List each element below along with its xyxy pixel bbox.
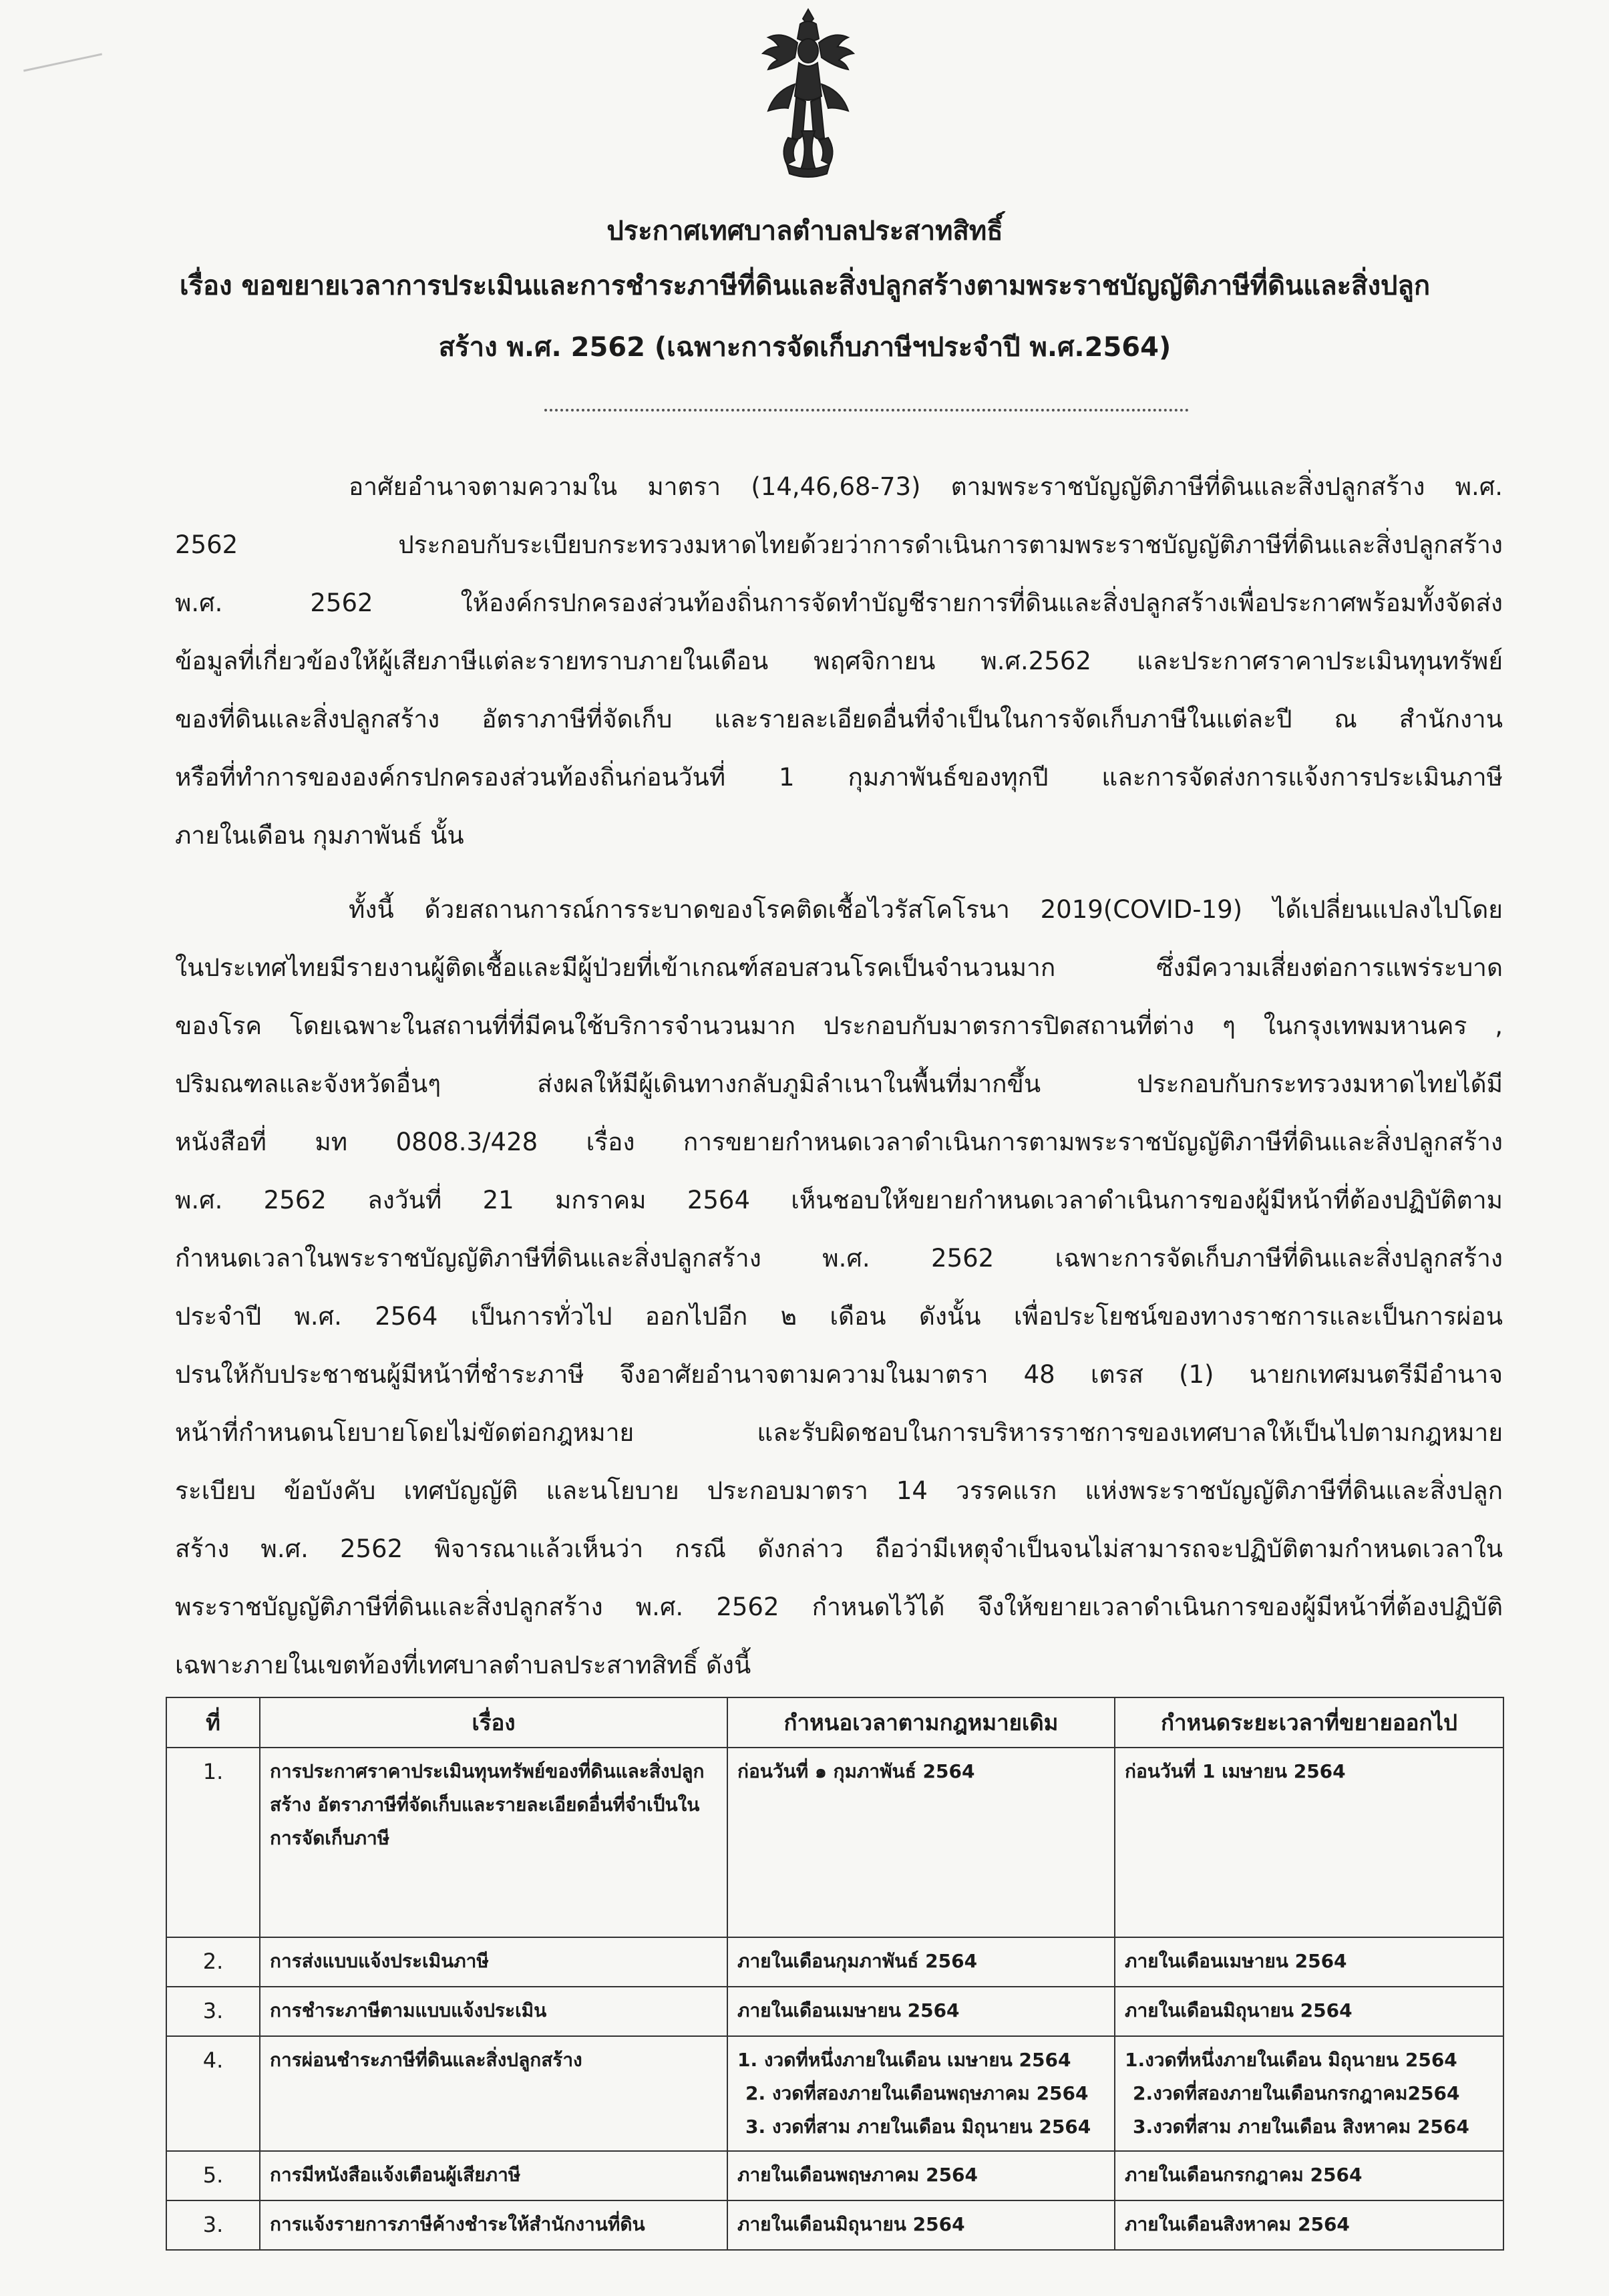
- table-row: [166, 2036, 1503, 2151]
- deadline-text: ภายในเดือนมิถุนายน 2564: [737, 2213, 965, 2235]
- table-row: [166, 1937, 1503, 1987]
- subject-line: เรื่อง ขอขยายเวลาการประเมินและการชำระภาษีที่ดินและสิ่งปลูกสร้างตามพระราชบัญญัติภาษีที่ดินและสิ่งปลูก: [179, 271, 1431, 301]
- paragraph-line: ระเบียบ ข้อบังคับ เทศบัญญัติ และนโยบาย ประกอบมาตรา 14 วรรคแรก แห่งพระราชบัญญัติภาษีที่ดินและสิ่งปลูก: [175, 1476, 1503, 1505]
- deadline-text: ก่อนวันที่ ๑ กุมภาพันธ์ 2564: [737, 1760, 975, 1782]
- garuda-emblem-icon: [755, 4, 862, 184]
- paragraph-line: กำหนดเวลาในพระราชบัญญัติภาษีที่ดินและสิ่งปลูกสร้าง พ.ศ. 2562 เฉพาะการจัดเก็บภาษีที่ดินและสิ่งปลูกสร้าง: [175, 1244, 1503, 1273]
- row-original-deadline: [727, 2200, 1115, 2250]
- paragraph-line: หน้าที่กำหนดนโยบายโดยไม่ขัดต่อกฎหมาย และรับผิดชอบในการบริหารราชการของเทศบาลให้เป็นไปตามกฎหมาย: [175, 1418, 1503, 1447]
- installment-1: 1. งวดที่หนึ่งภายในเดือน เมษายน 2564: [737, 2049, 1071, 2071]
- row-extended-deadline: [1115, 1987, 1503, 2036]
- header-extended-deadline: กำหนดระยะเวลาที่ขยายออกไป: [1115, 1697, 1503, 1748]
- row-extended-deadline: [1115, 2200, 1503, 2250]
- row-original-deadline: [727, 1937, 1115, 1987]
- row-extended-deadline: [1115, 1937, 1503, 1987]
- row-number: 3.: [166, 1987, 260, 2036]
- paragraph-line: เฉพาะภายในเขตท้องที่เทศบาลตำบลประสาทสิทธิ์ ดังนี้: [175, 1651, 751, 1679]
- table-row: [166, 1748, 1503, 1937]
- deadline-text: ภายในเดือนสิงหาคม 2564: [1125, 2213, 1350, 2235]
- deadline-text: ภายในเดือนเมษายน 2564: [737, 1999, 960, 2021]
- row-original-deadline: [727, 1748, 1115, 1937]
- dotted-divider: [544, 409, 1189, 412]
- row-number: 1.: [166, 1748, 260, 1937]
- row-subject: การประกาศราคาประเมินทุนทรัพย์ของที่ดินและสิ่งปลูกสร้าง อัตราภาษีที่จัดเก็บและรายละเอียดอื่นที่จำเป็นในการจัดเก็บภาษี: [260, 1748, 727, 1937]
- deadline-text: ภายในเดือนเมษายน 2564: [1125, 1950, 1347, 1972]
- subject-line-continued: สร้าง พ.ศ. 2562 (เฉพาะการจัดเก็บภาษีฯประจำปี พ.ศ.2564): [438, 332, 1172, 363]
- paragraph-line: อาศัยอำนาจตามความใน มาตรา (14,46,68-73) ตามพระราชบัญญัติภาษีที่ดินและสิ่งปลูกสร้าง พ.ศ.: [349, 472, 1503, 501]
- paragraph-line: หนังสือที่ มท 0808.3/428 เรื่อง การขยายกำหนดเวลาดำเนินการตามพระราชบัญญัติภาษีที่ดินและสิ่งปลูกสร้าง: [175, 1128, 1503, 1156]
- deadline-text: ก่อนวันที่ 1 เมษายน 2564: [1125, 1760, 1346, 1782]
- row-extended-deadline: [1115, 2036, 1503, 2151]
- extension-schedule-table: [166, 1697, 1504, 2251]
- paragraph-covid-extension: [175, 880, 1503, 1694]
- header-subject: เรื่อง: [260, 1697, 727, 1748]
- row-original-deadline: [727, 2036, 1115, 2151]
- row-subject: การส่งแบบแจ้งประเมินภาษี: [260, 1937, 727, 1987]
- header-no: ที่: [166, 1697, 260, 1748]
- paragraph-line: พระราชบัญญัติภาษีที่ดินและสิ่งปลูกสร้าง พ.ศ. 2562 กำหนดไว้ได้ จึงให้ขยายเวลาดำเนินการของผู้มีหน้าที่ต้องปฏิบัติ: [175, 1593, 1503, 1621]
- row-subject: การผ่อนชำระภาษีที่ดินและสิ่งปลูกสร้าง: [260, 2036, 727, 2151]
- row-extended-deadline: [1115, 1748, 1503, 1937]
- paragraph-line: 2562 ประกอบกับระเบียบกระทรวงมหาดไทยด้วยว่าการดำเนินการตามพระราชบัญญัติภาษีที่ดินและสิ่งปลูกสร้าง: [175, 530, 1503, 559]
- row-number: 3.: [166, 2200, 260, 2250]
- installment-2: 2.งวดที่สองภายในเดือนกรกฎาคม2564: [1133, 2082, 1460, 2104]
- deadline-text: ภายในเดือนมิถุนายน 2564: [1125, 1999, 1353, 2021]
- paragraph-authority: [175, 458, 1503, 864]
- table-row: [166, 2200, 1503, 2250]
- deadline-text: ภายในเดือนกรกฎาคม 2564: [1125, 2164, 1363, 2186]
- row-subject: การชำระภาษีตามแบบแจ้งประเมิน: [260, 1987, 727, 2036]
- row-subject: การแจ้งรายการภาษีค้างชำระให้สำนักงานที่ดิน: [260, 2200, 727, 2250]
- installment-3: 3.งวดที่สาม ภายในเดือน สิงหาคม 2564: [1133, 2116, 1469, 2138]
- table-row: [166, 2151, 1503, 2200]
- installment-3: 3. งวดที่สาม ภายในเดือน มิถุนายน 2564: [745, 2116, 1091, 2138]
- row-number: 2.: [166, 1937, 260, 1987]
- row-original-deadline: [727, 2151, 1115, 2200]
- deadline-text: ภายในเดือนพฤษภาคม 2564: [737, 2164, 978, 2186]
- row-number: 4.: [166, 2036, 260, 2151]
- row-original-deadline: [727, 1987, 1115, 2036]
- paragraph-line: ในประเทศไทยมีรายงานผู้ติดเชื้อและมีผู้ป่วยที่เข้าเกณฑ์สอบสวนโรคเป็นจำนวนมาก ซึ่งมีความเสี่ยงต่อการแพร่ระบาด: [175, 953, 1503, 982]
- paragraph-line: สร้าง พ.ศ. 2562 พิจารณาแล้วเห็นว่า กรณี ดังกล่าว ถือว่ามีเหตุจำเป็นจนไม่สามารถจะปฏิบัติตามกำหนดเวลาใน: [175, 1534, 1503, 1563]
- installment-2: 2. งวดที่สองภายในเดือนพฤษภาคม 2564: [745, 2082, 1089, 2104]
- row-extended-deadline: [1115, 2151, 1503, 2200]
- paragraph-line: ภายในเดือน กุมภาพันธ์ นั้น: [175, 821, 464, 850]
- paragraph-line: ข้อมูลที่เกี่ยวข้องให้ผู้เสียภาษีแต่ละรายทราบภายในเดือน พฤศจิกายน พ.ศ.2562 และประกาศราคาประเมินทุนทรัพย์: [175, 647, 1503, 675]
- row-subject: การมีหนังสือแจ้งเตือนผู้เสียภาษี: [260, 2151, 727, 2200]
- paragraph-line: พ.ศ. 2562 ให้องค์กรปกครองส่วนท้องถิ่นการจัดทำบัญชีรายการที่ดินและสิ่งปลูกสร้างเพื่อประกาศพร้อมทั้งจัดส่ง: [175, 589, 1503, 617]
- table-row: [166, 1987, 1503, 2036]
- paragraph-line: ประจำปี พ.ศ. 2564 เป็นการทั่วไป ออกไปอีก ๒ เดือน ดังนั้น เพื่อประโยชน์ของทางราชการและเป็นการผ่อน: [175, 1302, 1503, 1331]
- paragraph-line: พ.ศ. 2562 ลงวันที่ 21 มกราคม 2564 เห็นชอบให้ขยายกำหนดเวลาดำเนินการของผู้มีหน้าที่ต้องปฏิบัติตาม: [175, 1186, 1503, 1214]
- scan-mark: [23, 53, 102, 72]
- row-number: 5.: [166, 2151, 260, 2200]
- deadline-text: ภายในเดือนกุมภาพันธ์ 2564: [737, 1950, 978, 1972]
- header-original-deadline: กำหนอเวลาตามกฎหมายเดิม: [727, 1697, 1115, 1748]
- paragraph-line: ของที่ดินและสิ่งปลูกสร้าง อัตราภาษีที่จัดเก็บ และรายละเอียดอื่นที่จำเป็นในการจัดเก็บภาษีในแต่ละปี ณ สำนักงาน: [175, 705, 1503, 733]
- announcement-title: ประกาศเทศบาลตำบลประสาทสิทธิ์: [606, 216, 1003, 247]
- paragraph-line: ปรนให้กับประชาชนผู้มีหน้าที่ชำระภาษี จึงอาศัยอำนาจตามความในมาตรา 48 เตรส (1) นายกเทศมนตรีมีอำนาจ: [175, 1360, 1503, 1389]
- table-header-row: [166, 1697, 1503, 1748]
- paragraph-line: ทั้งนี้ ด้วยสถานการณ์การระบาดของโรคติดเชื้อไวรัสโคโรนา 2019(COVID-19) ได้เปลี่ยนแปลงไปโดย: [349, 895, 1503, 924]
- installment-1: 1.งวดที่หนึ่งภายในเดือน มิถุนายน 2564: [1125, 2049, 1457, 2071]
- paragraph-line: ปริมณฑลและจังหวัดอื่นๆ ส่งผลให้มีผู้เดินทางกลับภูมิลำเนาในพื้นที่มากขึ้น ประกอบกับกระทรวงมหาดไทยได้มี: [175, 1070, 1503, 1098]
- paragraph-line: หรือที่ทำการขององค์กรปกครองส่วนท้องถิ่นก่อนวันที่ 1 กุมภาพันธ์ของทุกปี และการจัดส่งการแจ้งการประเมินภาษี: [175, 763, 1503, 792]
- paragraph-line: ของโรค โดยเฉพาะในสถานที่ที่มีคนใช้บริการจำนวนมาก ประกอบกับมาตรการปิดสถานที่ต่าง ๆ ในกรุงเทพมหานคร ,: [175, 1011, 1503, 1040]
